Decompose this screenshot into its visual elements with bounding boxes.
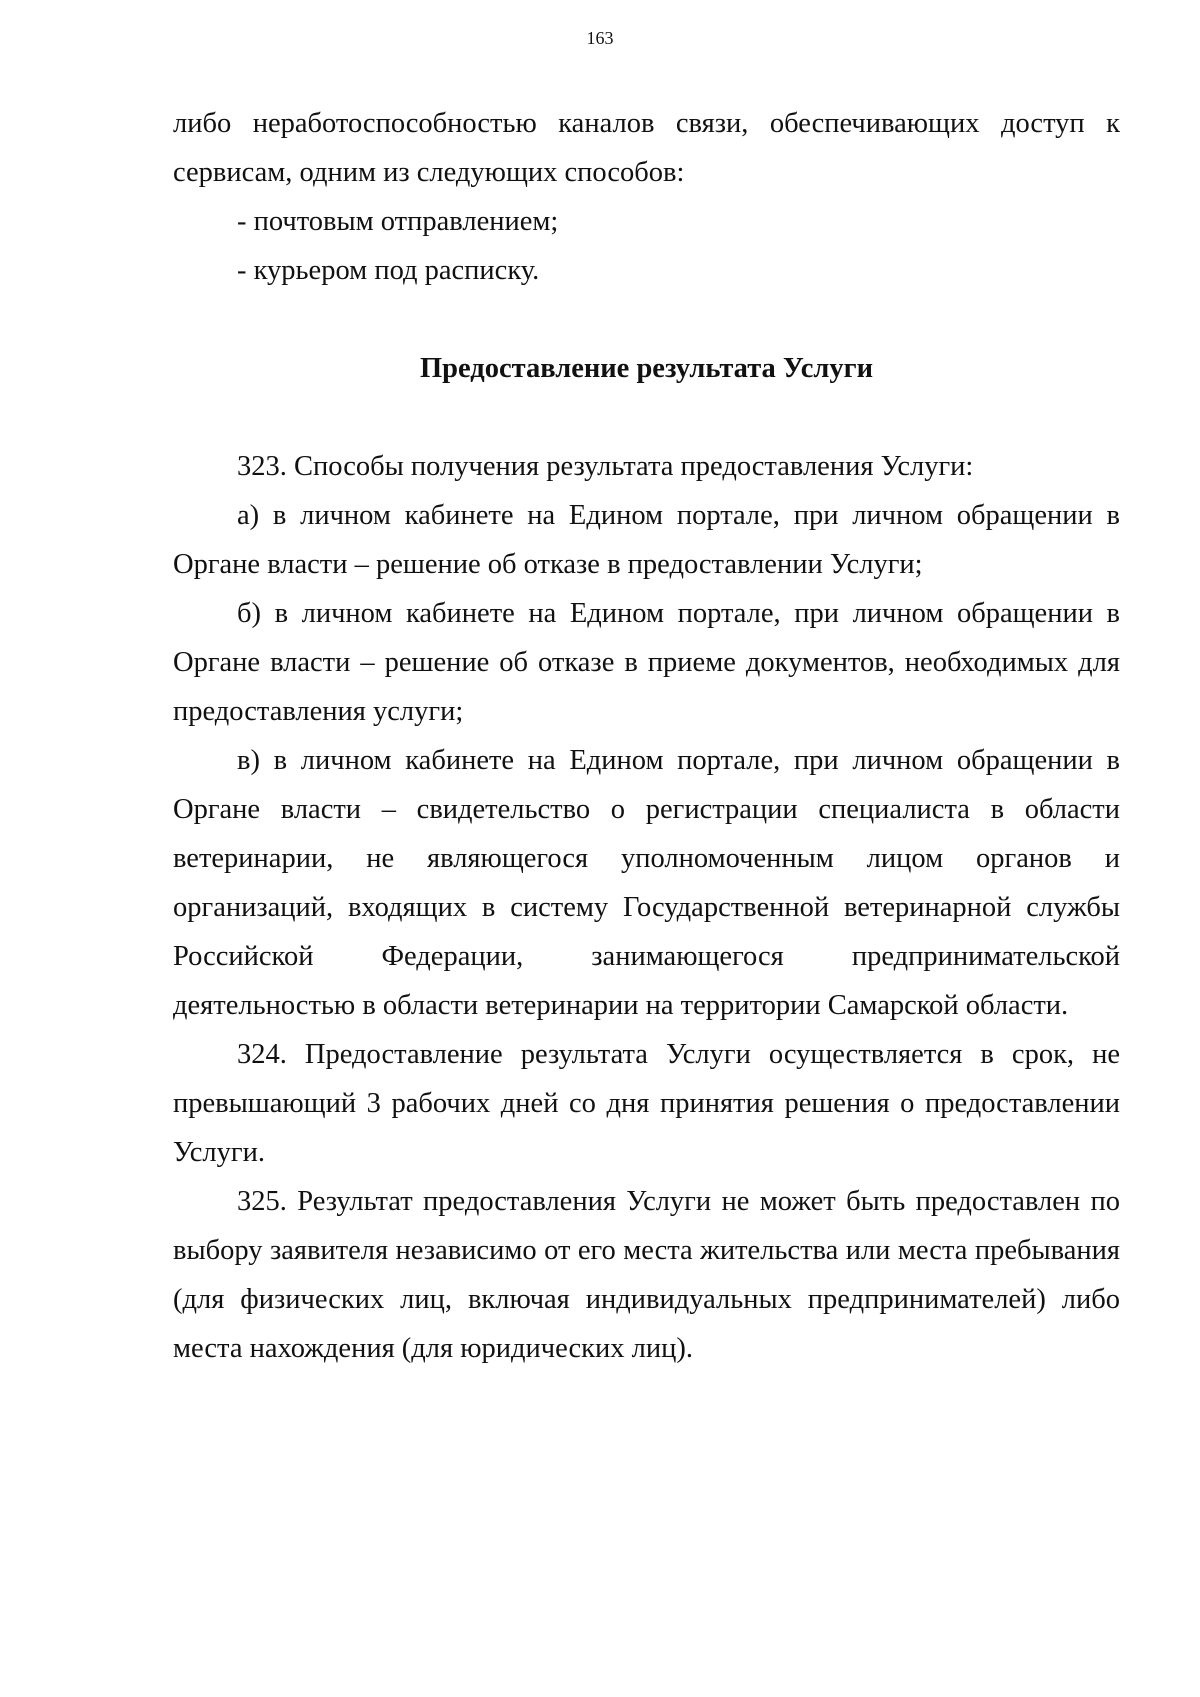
page-number: 163 [586, 28, 614, 48]
list-item-mail: - почтовым отправлением; [237, 206, 559, 237]
document-body [173, 99, 1120, 1373]
intro-paragraph: либо неработоспособностью каналов связи, обеспечивающих доступ к сервисам, одним из следующих способов: [173, 108, 1120, 188]
paragraph-323: 323. Способы получения результата предоставления Услуги: [237, 451, 974, 482]
paragraph-325: 325. Результат предоставления Услуги не может быть предоставлен по выбору заявителя независимо от его места жительства или места пребывания (для физических лиц, включая индивидуальных предпринимателей) либо места нахождения (для юридических лиц). [173, 1186, 1120, 1364]
section-heading: Предоставление результата Услуги [419, 353, 874, 384]
list-item-courier: - курьером под расписку. [237, 255, 540, 286]
paragraph-324: 324. Предоставление результата Услуги осуществляется в срок, не превышающий 3 рабочих дней со дня принятия решения о предоставлении Услуги. [173, 1039, 1120, 1168]
paragraph-323-v: в) в личном кабинете на Едином портале, при личном обращении в Органе власти – свидетельство о регистрации специалиста в области ветеринарии, не являющегося уполномоченным лицом органов и организаций, входящих в систему Государственной ветеринарной службы Российской Федерации, занимающегося предпринимательской деятельностью в области ветеринарии на территории Самарской области. [173, 745, 1120, 1021]
paragraph-323-a: а) в личном кабинете на Едином портале, при личном обращении в Органе власти – решение об отказе в предоставлении Услуги; [173, 500, 1120, 580]
paragraph-323-b: б) в личном кабинете на Едином портале, при личном обращении в Органе власти – решение об отказе в приеме документов, необходимых для предоставления услуги; [173, 598, 1120, 727]
